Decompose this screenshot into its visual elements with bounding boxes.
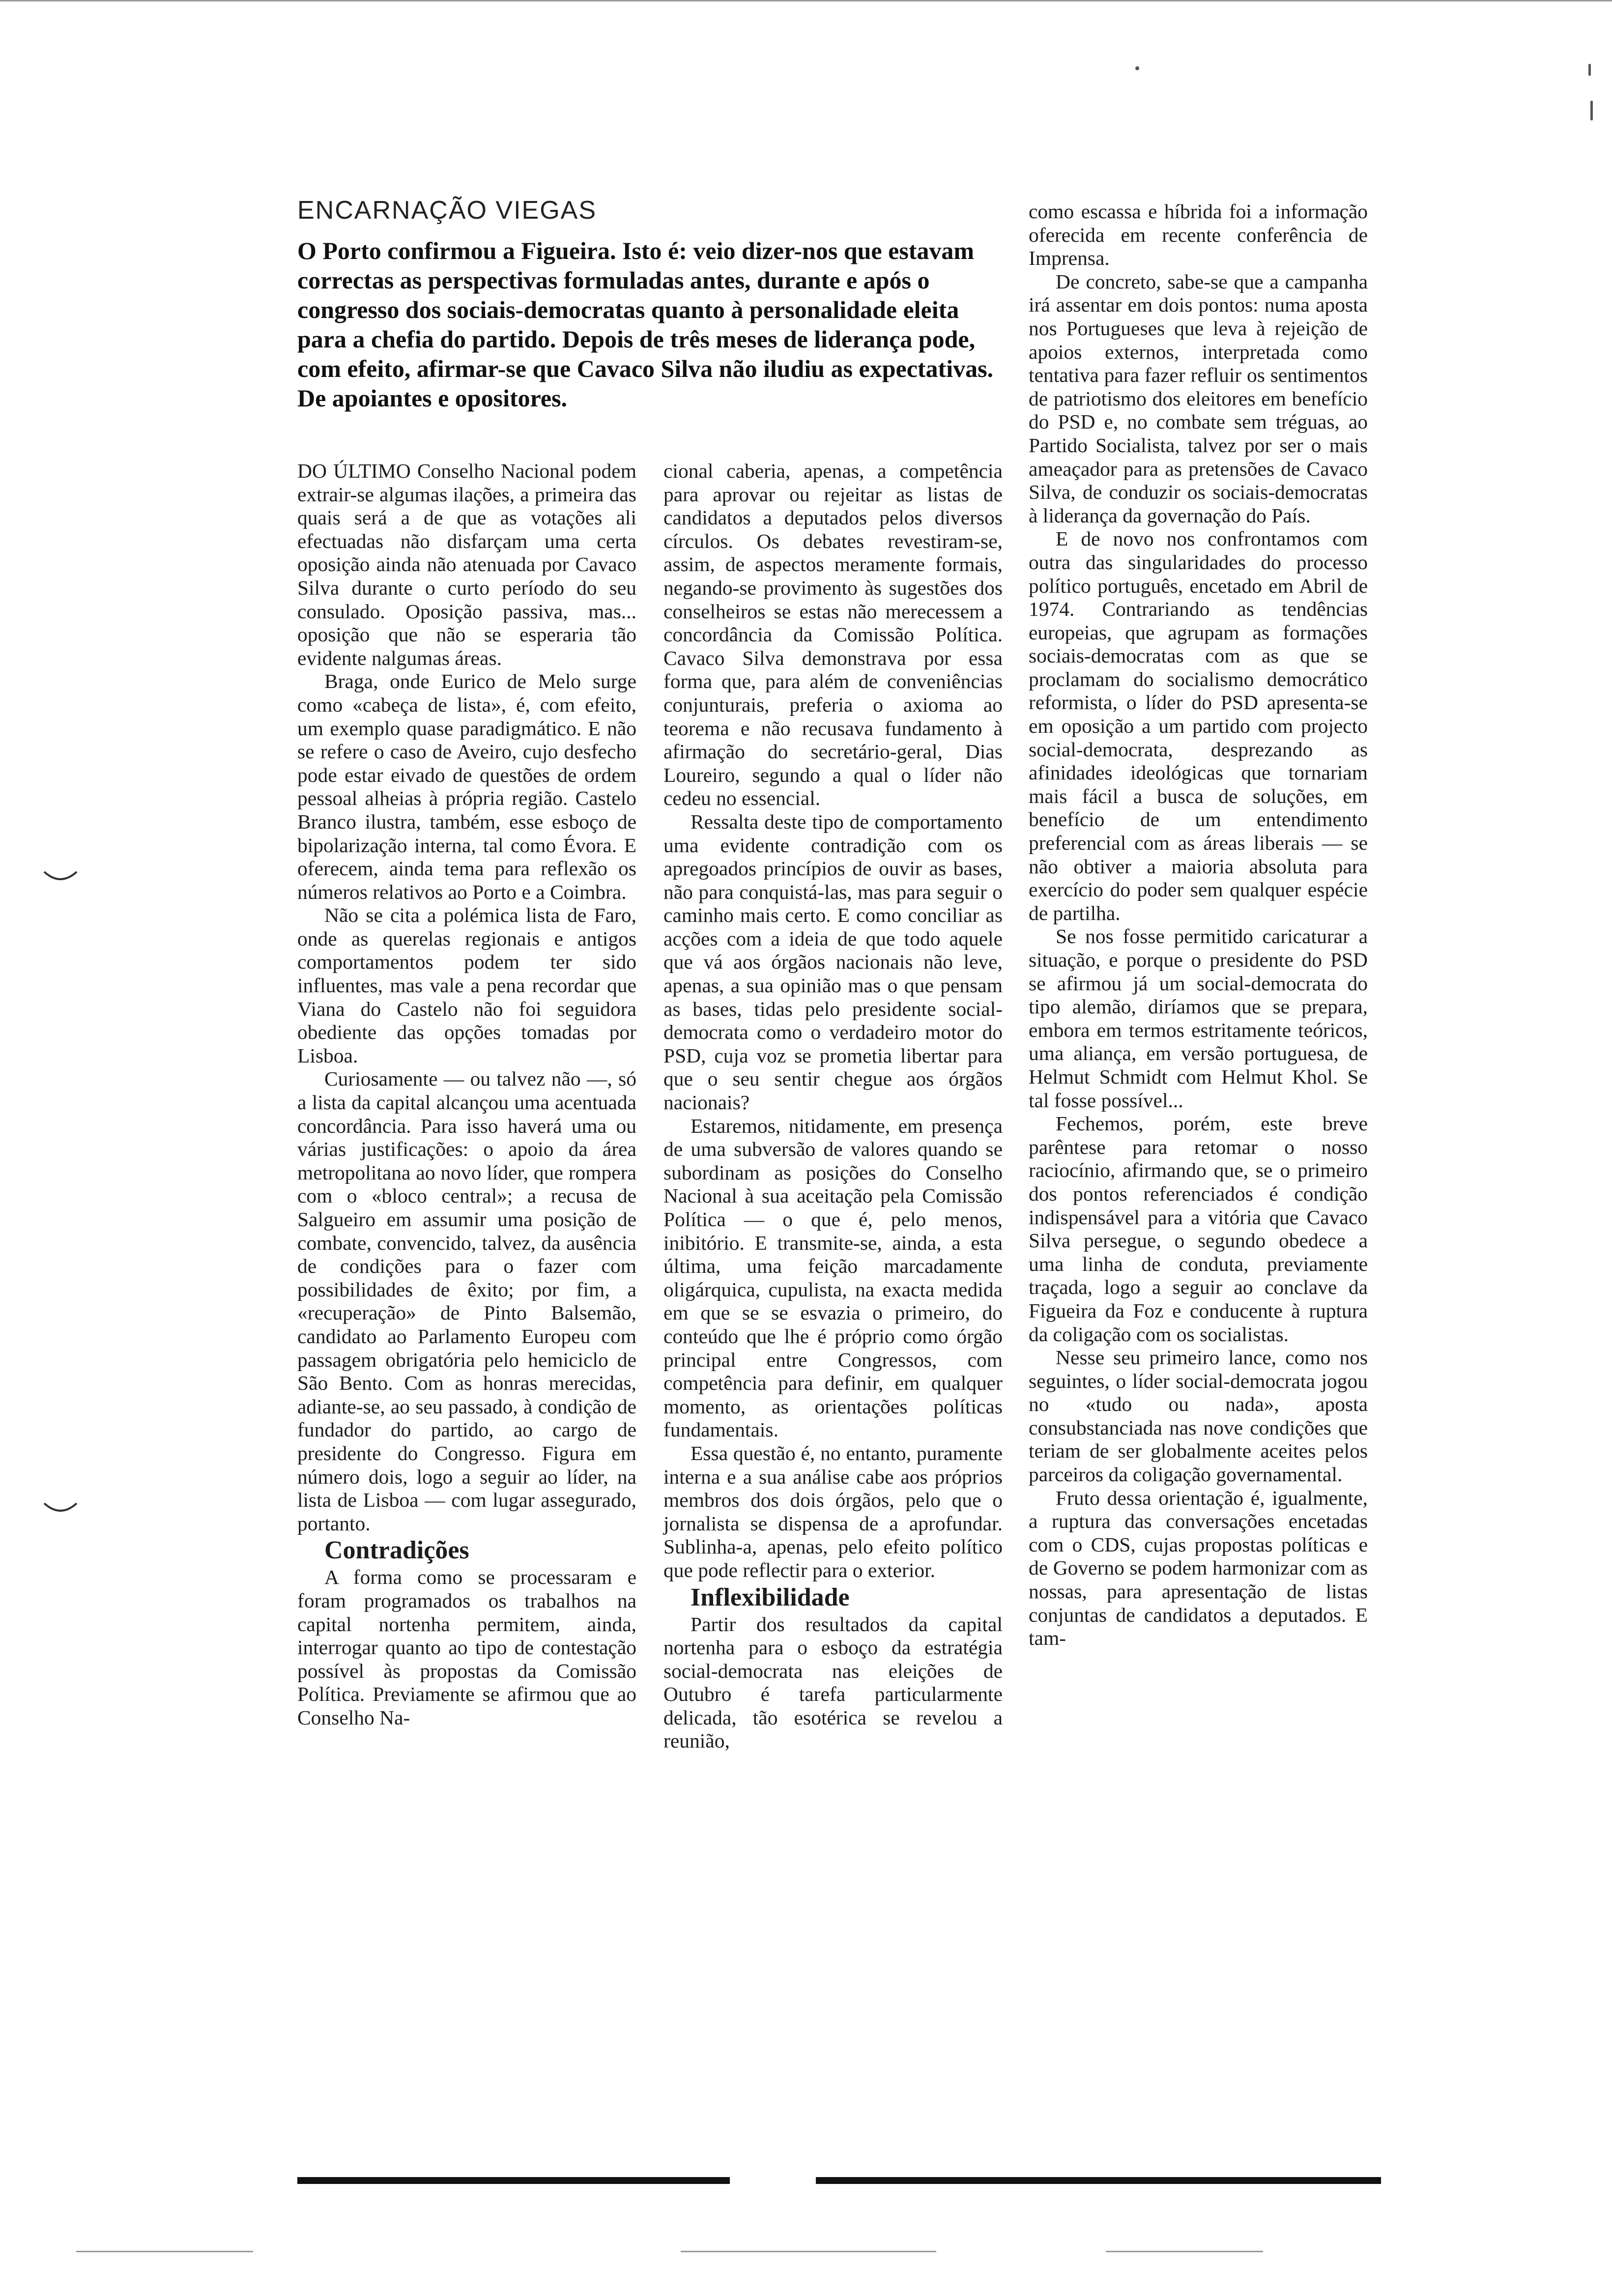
column-3 bbox=[1029, 200, 1368, 1650]
paragraph: Essa questão é, no entanto, puramente interna e a sua análise cabe aos próprios membros dos dois órgãos, pelo que o jornalista se dispensa de a aprofundar. Sublinha-a, apenas, pelo efeito político que pode reflectir para o exterior. bbox=[663, 1441, 1003, 1581]
punch-hole-mark bbox=[43, 1501, 78, 1516]
paragraph: Fruto dessa orientação é, igualmente, a ruptura das conversações encetadas com o CDS, cujas propostas políticas e de Governo se podem harmonizar com as nossas, para apresentação de listas conjuntas de candidatos a deputados. E tam- bbox=[1029, 1486, 1368, 1650]
paragraph: DO ÚLTIMO Conselho Nacional podem extrair-se algumas ilações, a primeira das quais será a de que as votações ali efectuadas não disfarçam uma certa oposição ainda não atenuada por Cavaco Silva durante o curto período do seu consulado. Oposição passiva, mas... oposição que não se esperaria tão evidente nalgumas áreas. bbox=[297, 459, 636, 669]
paragraph: Estaremos, nitidamente, em presença de uma subversão de valores quando se subordinam as posições do Conselho Nacional à sua aceitação pela Comissão Política — o que é, pelo menos, inibitório. E transmite-se, ainda, a esta última, uma feição marcadamente oligárquica, cupulista, na exacta medida em que se se esvazia o primeiro, do conteúdo que lhe é próprio como órgão principal entre Congressos, com competência para definir, em qualquer momento, as orientações políticas fundamentais. bbox=[663, 1114, 1003, 1441]
paragraph: De concreto, sabe-se que a campanha irá assentar em dois pontos: numa aposta nos Portugueses que leva à rejeição de apoios externos, interpretada como tentativa para fazer refluir os sentimentos de patriotismo dos eleitores em benefício do PSD e, no combate sem tréguas, ao Partido Socialista, talvez por ser o mais ameaçador para as pretensões de Cavaco Silva, de conduzir os sociais-democratas à liderança da governação do País. bbox=[1029, 270, 1368, 527]
column-1 bbox=[297, 459, 636, 1729]
paragraph: Nesse seu primeiro lance, como nos seguintes, o líder social-democrata jogou no «tudo ou nada», aposta consubstanciada nas nove condições que teriam de ser globalmente aceites pelos parceiros da coligação governamental. bbox=[1029, 1346, 1368, 1486]
paragraph: Não se cita a polémica lista de Faro, onde as querelas regionais e antigos comportamentos podem ter sido influentes, mas vale a pena recordar que Viana do Castelo não foi seguidora obediente das opções tomadas por Lisboa. bbox=[297, 904, 636, 1067]
scan-speck bbox=[1135, 66, 1139, 70]
scan-speck bbox=[1590, 101, 1593, 120]
subheading: Inflexibilidade bbox=[691, 1583, 850, 1611]
byline: ENCARNAÇÃO VIEGAS bbox=[297, 196, 597, 225]
paragraph: Braga, onde Eurico de Melo surge como «cabeça de lista», é, com efeito, um exemplo quase paradigmático. E não se refere o caso de Aveiro, cujo desfecho pode estar eivado de questões de ordem pessoal alheias à própria região. Castelo Branco ilustra, também, esse esboço de bipolarização interna, tal como Évora. E oferecem, ainda tema para reflexão os números relativos ao Porto e a Coimbra. bbox=[297, 670, 636, 903]
paragraph: Partir dos resultados da capital nortenha para o esboço da estratégia social-democrata nas eleições de Outubro é tarefa particularmente delicada, tão esotérica se revelou a reunião, bbox=[663, 1612, 1003, 1752]
scan-speck bbox=[1588, 64, 1591, 76]
punch-hole-mark bbox=[43, 870, 78, 885]
scan-noise-line bbox=[681, 2251, 936, 2252]
paragraph: A forma como se processaram e foram programados os trabalhos na capital nortenha permitem, ainda, interrogar quanto ao tipo de contestação possível às propostas da Comissão Política. Previamente se afirmou que ao Conselho Na- bbox=[297, 1566, 636, 1729]
scan-noise-line bbox=[76, 2251, 253, 2252]
lead-paragraph: O Porto confirmou a Figueira. Isto é: veio dizer-nos que estavam correctas as perspectivas formuladas antes, durante e após o congresso dos sociais-democratas quanto à personalidade eleita para a chefia do partido. Depois de três meses de liderança pode, com efeito, afirmar-se que Cavaco Silva não iludiu as expectativas. De apoiantes e opositores. bbox=[297, 237, 994, 412]
paragraph: como escassa e híbrida foi a informação oferecida em recente conferência de Imprensa. bbox=[1029, 200, 1368, 270]
paragraph: Se nos fosse permitido caricaturar a situação, e porque o presidente do PSD se afirmou já um social-democrata do tipo alemão, diríamos que se prepara, embora em termos estritamente teóricos, uma aliança, em versão portuguesa, de Helmut Schmidt com Helmut Khol. Se tal fosse possível... bbox=[1029, 925, 1368, 1112]
column-2 bbox=[663, 459, 1003, 1753]
scan-edge-line bbox=[0, 0, 1612, 1]
bottom-rule-right bbox=[816, 2177, 1381, 2184]
paragraph: cional caberia, apenas, a competência para aprovar ou rejeitar as listas de candidatos a deputados pelos diversos círculos. Os debates revestiram-se, assim, de aspectos meramente formais, negando-se provimento às sugestões dos conselheiros se estas não merecessem a concordância da Comissão Política. Cavaco Silva demonstrava por essa forma que, para além de conveniências conjunturais, preferia o axioma ao teorema e não recusava fundamento à afirmação do secretário-geral, Dias Loureiro, segundo a qual o líder não cedeu no essencial. bbox=[663, 459, 1003, 810]
paragraph: E de novo nos confrontamos com outra das singularidades do processo político português, encetado em Abril de 1974. Contrariando as tendências europeias, que agrupam as formações sociais-democratas com as que se proclamam do socialismo democrático reformista, o líder do PSD apresenta-se em oposição a um partido com projecto social-democrata, desprezando as afinidades ideológicas que tornariam mais fácil a busca de soluções, em benefício de um entendimento preferencial com as áreas liberais — se não obtiver a maioria absoluta para exercício do poder sem qualquer espécie de partilha. bbox=[1029, 527, 1368, 924]
paragraph: Fechemos, porém, este breve parêntese para retomar o nosso raciocínio, afirmando que, se o primeiro dos pontos referenciados é condição indispensável para a vitória que Cavaco Silva persegue, o segundo obedece a uma linha de conduta, previamente traçada, logo a seguir ao conclave da Figueira da Foz e conducente à ruptura da coligação com os socialistas. bbox=[1029, 1112, 1368, 1346]
scan-noise-line bbox=[1106, 2251, 1263, 2252]
bottom-rule-left bbox=[297, 2177, 730, 2184]
subheading: Contradições bbox=[324, 1536, 469, 1565]
paragraph: Ressalta deste tipo de comportamento uma evidente contradição com os apregoados princípios de ouvir as bases, não para conquistá-las, mas para seguir o caminho mais certo. E como conciliar as acções com a ideia de que todo aquele que vá aos órgãos nacionais não leve, apenas, a sua opinião mas o que pensam as bases, tidas pelo presidente social-democrata como o verdadeiro motor do PSD, cuja voz se prometia libertar para que o seu sentir chegue aos órgãos nacionais? bbox=[663, 810, 1003, 1114]
paragraph: Curiosamente — ou talvez não —, só a lista da capital alcançou uma acentuada concordância. Para isso haverá uma ou várias justificações: o apoio da área metropolitana ao novo líder, que rompera com o «bloco central»; a recusa de Salgueiro em assumir uma posição de combate, convencido, talvez, da ausência de condições para o fazer com possibilidades de êxito; por fim, a «recuperação» de Pinto Balsemão, candidato ao Parlamento Europeu com passagem obrigatória pelo hemiciclo de São Bento. Com as honras merecidas, adiante-se, ao seu passado, à condição de fundador do partido, ao cargo de presidente do Congresso. Figura em número dois, logo a seguir ao líder, na lista de Lisboa — com lugar assegurado, portanto. bbox=[297, 1067, 636, 1535]
